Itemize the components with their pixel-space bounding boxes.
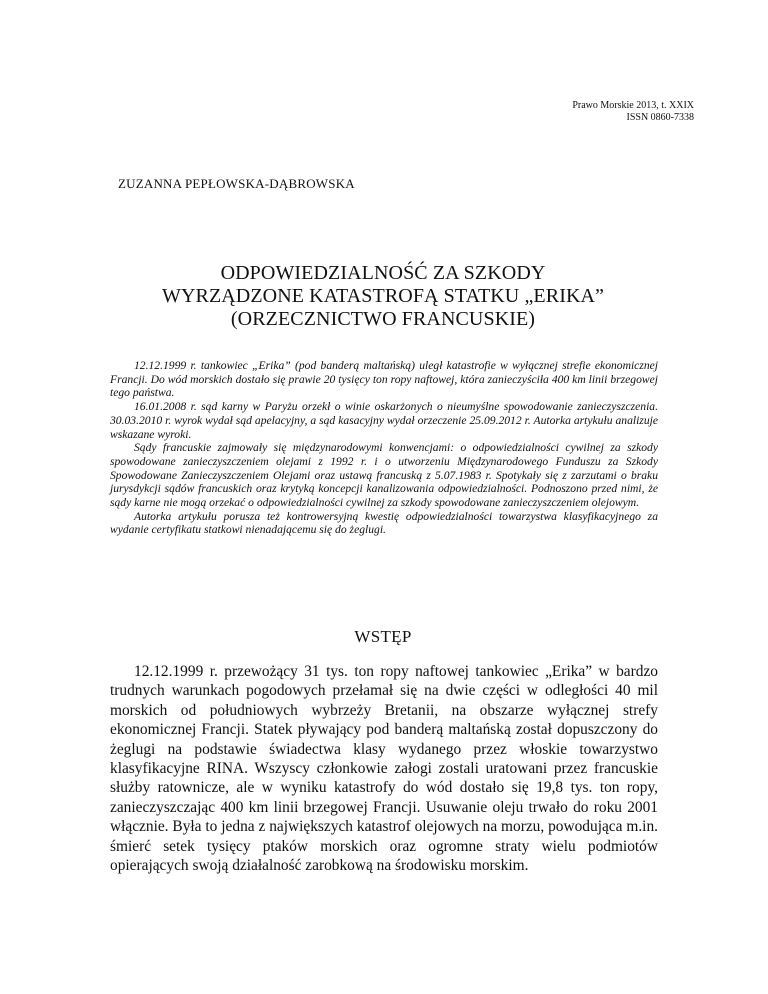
journal-issn: ISSN 0860-7338 xyxy=(626,112,694,123)
body-text xyxy=(110,662,658,875)
abstract-paragraph: Sądy francuskie zajmowały się międzynarodowymi konwencjami: o odpowiedzialności cywilnej za szkody spowodowane zanieczyszczeniem olejami z 1992 r. i o utworzeniu Międzynarodowego Funduszu za Szkody Spowodowane Zanieczyszczeniem Olejami oraz ustawą francuską z 5.07.1983 r. Spotykały się z zarzutami o braku jurysdykcji sądów francuskich oraz krytyką koncepcji kanalizowania odpowiedzialności. Podnoszono przed nimi, że sądy karne nie mogą orzekać o odpowiedzialności cywilnej za szkody spowodowane zanieczyszczeniem olejowym. xyxy=(110,441,658,510)
abstract-paragraph: 12.12.1999 r. tankowiec „Erika” (pod banderą maltańską) uległ katastrofie w wyłącznej strefie ekonomicznej Francji. Do wód morskich dostało się prawie 20 tysięcy ton ropy naftowej, która zanieczyściła 400 km linii brzegowej tego państwa. xyxy=(110,359,658,400)
title-line-3: (ORZECZNICTWO FRANCUSKIE) xyxy=(230,308,536,330)
abstract-paragraph: 16.01.2008 r. sąd karny w Paryżu orzekł o winie oskarżonych o nieumyślne spowodowanie zanieczyszczenia. 30.03.2010 r. wyrok wydał sąd apelacyjny, a sąd kasacyjny wydał orzeczenie 25.09.2012 r. Autorka artykułu analizuje wskazane wyroki. xyxy=(110,400,658,441)
section-heading: WSTĘP xyxy=(354,627,412,646)
title-line-2: WYRZĄDZONE KATASTROFĄ STATKU „ERIKA” xyxy=(161,285,605,307)
abstract xyxy=(110,359,658,537)
abstract-paragraph: Autorka artykułu porusza też kontrowersyjną kwestię odpowiedzialności towarzystwa klasyfikacyjnego za wydanie certyfikatu statkowi nienadającemu się do żeglugi. xyxy=(110,509,658,537)
article-title xyxy=(118,262,648,331)
author-name: ZUZANNA PEPŁOWSKA-DĄBROWSKA xyxy=(118,176,355,191)
body-paragraph: 12.12.1999 r. przewożący 31 tys. ton ropy naftowej tankowiec „Erika” w bardzo trudnych warunkach pogodowych przełamał się na dwie części w odległości 40 mil morskich od południowych wybrzeży Bretanii, na obszarze wyłącznej strefy ekonomicznej Francji. Statek pływający pod banderą maltańską został dopuszczony do żeglugi na podstawie świadectwa klasy wydanego przez włoskie towarzystwo klasyfikacyjne RINA. Wszyscy członkowie załogi zostali uratowani przez francuskie służby ratownicze, ale w wyniku katastrofy do wód dostało się 19,8 tys. ton ropy, zanieczyszczając 400 km linii brzegowej Francji. Usuwanie oleju trwało do roku 2001 włącznie. Była to jedna z największych katastrof olejowych na morzu, powodująca m.in. śmierć setek tysięcy ptaków morskich oraz ogromne straty wielu podmiotów opierających swoją działalność zarobkową na środowisku morskim. xyxy=(110,663,658,875)
journal-citation: Prawo Morskie 2013, t. XXIX xyxy=(572,100,694,111)
journal-info xyxy=(572,100,694,124)
title-line-1: ODPOWIEDZIALNOŚĆ ZA SZKODY xyxy=(220,262,546,284)
